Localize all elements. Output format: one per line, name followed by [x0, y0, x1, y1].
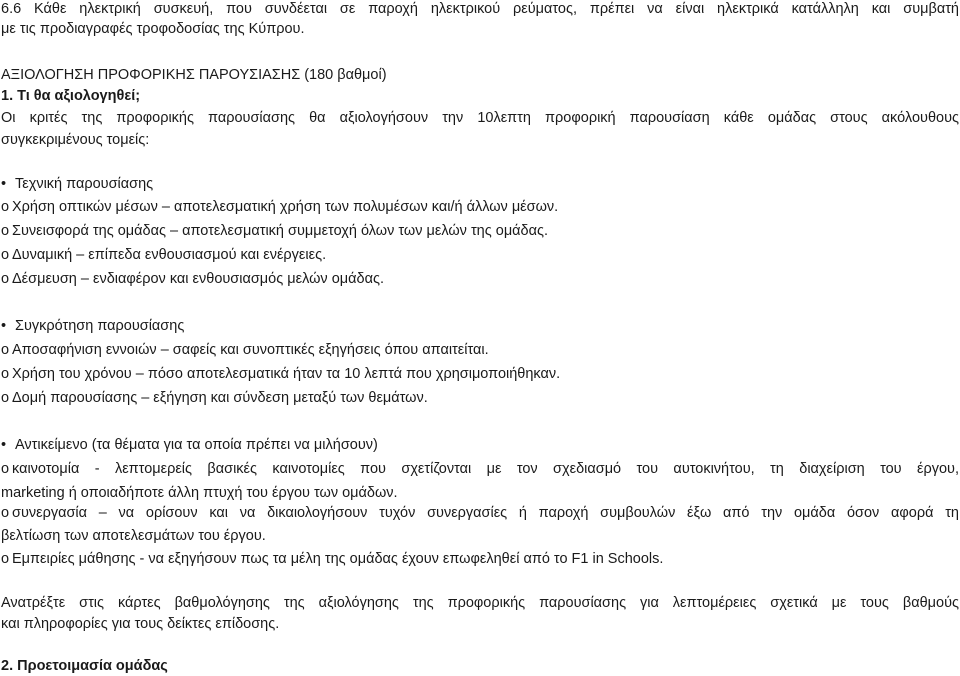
bullet-heading-label: Συγκρότηση παρουσίασης [15, 318, 185, 334]
list-item-text: Αποσαφήνιση εννοιών – σαφείς και συνοπτικές εξηγήσεις όπου απαιτείται. [12, 342, 489, 358]
list-item [1, 269, 384, 289]
sub-bullet-icon: o [1, 223, 10, 239]
question-text-line-1: Οι κριτές της προφορικής παρουσίασης θα αξιολογήσουν την 10λεπτη προφορική παρουσίαση κάθε ομάδας στους ακόλουθους [1, 110, 959, 126]
sub-bullet-icon: o [1, 366, 10, 382]
list-item-text: Συνεισφορά της ομάδας – αποτελεσματική συμμετοχή όλων των μελών της ομάδας. [12, 223, 549, 239]
bullet-heading-label: Αντικείμενο (τα θέματα για τα οποία πρέπει να μιλήσουν) [15, 437, 378, 453]
list-item [1, 459, 959, 479]
list-item-text: καινοτομία - λεπτομερείς βασικές καινοτομίες που σχετίζονται με τον σχεδιασμό του αυτοκινήτου, τη διαχείριση του έργου, [12, 461, 959, 477]
bullet-icon: • [1, 437, 7, 453]
sub-bullet-icon: o [1, 390, 10, 406]
bullet-heading-technique [1, 174, 153, 194]
list-item-text: Δυναμική – επίπεδα ενθουσιασμού και ενέργειες. [12, 247, 327, 263]
question-title: 1. Τι θα αξιολογηθεί; [1, 88, 141, 104]
next-section-heading: 2. Προετοιμασία ομάδας [1, 658, 168, 674]
sub-bullet-icon: o [1, 505, 10, 521]
list-item [1, 197, 558, 217]
section-title: ΑΞΙΟΛΟΓΗΣΗ ΠΡΟΦΟΡΙΚΗΣ ΠΑΡΟΥΣΙΑΣΗΣ (180 βαθμοί) [1, 67, 387, 83]
bullet-heading-subject [1, 435, 378, 455]
intro-line-2: με τις προδιαγραφές τροφοδοσίας της Κύπρου. [1, 21, 305, 37]
question-text-line-2: συγκεκριμένους τομείς: [1, 132, 150, 148]
list-item [1, 364, 560, 384]
list-item [1, 388, 428, 408]
list-item [1, 221, 548, 241]
sub-bullet-icon: o [1, 271, 10, 287]
list-item [1, 549, 663, 569]
list-item-text: Χρήση του χρόνου – πόσο αποτελεσματικά ήταν τα 10 λεπτά που χρησιμοποιήθηκαν. [12, 366, 561, 382]
list-item-text: Δομή παρουσίασης – εξήγηση και σύνδεση μεταξύ των θεμάτων. [12, 390, 428, 406]
list-item [1, 503, 959, 523]
list-item [1, 340, 489, 360]
bullet-icon: • [1, 176, 7, 192]
bullet-heading-structure [1, 316, 184, 336]
list-item-text: Εμπειρίες μάθησης - να εξηγήσουν πως τα μέλη της ομάδας έχουν επωφεληθεί από το F1 in Schools. [12, 551, 664, 567]
list-item-text: Δέσμευση – ενδιαφέρον και ενθουσιασμός μελών ομάδας. [12, 271, 384, 287]
sub-bullet-icon: o [1, 461, 10, 477]
bullet-icon: • [1, 318, 7, 334]
reference-line-1: Ανατρέξτε στις κάρτες βαθμολόγησης της αξιολόγησης της προφορικής παρουσίασης για λεπτομέρειες σχετικά με τους βαθμούς [1, 595, 959, 611]
sub-bullet-icon: o [1, 551, 10, 567]
list-item-text: συνεργασία – να ορίσουν και να δικαιολογήσουν τυχόν συνεργασίες ή παροχή συμβουλών έξω από την ομάδα όσον αφορά τη [12, 505, 959, 521]
list-item-continuation: marketing ή οποιαδήποτε άλλη πτυχή του έργου των ομάδων. [1, 485, 398, 501]
intro-line-1: 6.6 Κάθε ηλεκτρική συσκευή, που συνδέεται σε παροχή ηλεκτρικού ρεύματος, πρέπει να είναι ηλεκτρικά κατάλληλη και συμβατή [1, 1, 959, 17]
bullet-heading-label: Τεχνική παρουσίασης [15, 176, 154, 192]
reference-line-2: και πληροφορίες για τους δείκτες επίδοσης. [1, 616, 280, 632]
list-item-continuation: βελτίωση των αποτελεσμάτων του έργου. [1, 528, 266, 544]
list-item-text: Χρήση οπτικών μέσων – αποτελεσματική χρήση των πολυμέσων και/ή άλλων μέσων. [12, 199, 559, 215]
sub-bullet-icon: o [1, 247, 10, 263]
sub-bullet-icon: o [1, 199, 10, 215]
sub-bullet-icon: o [1, 342, 10, 358]
list-item [1, 245, 326, 265]
